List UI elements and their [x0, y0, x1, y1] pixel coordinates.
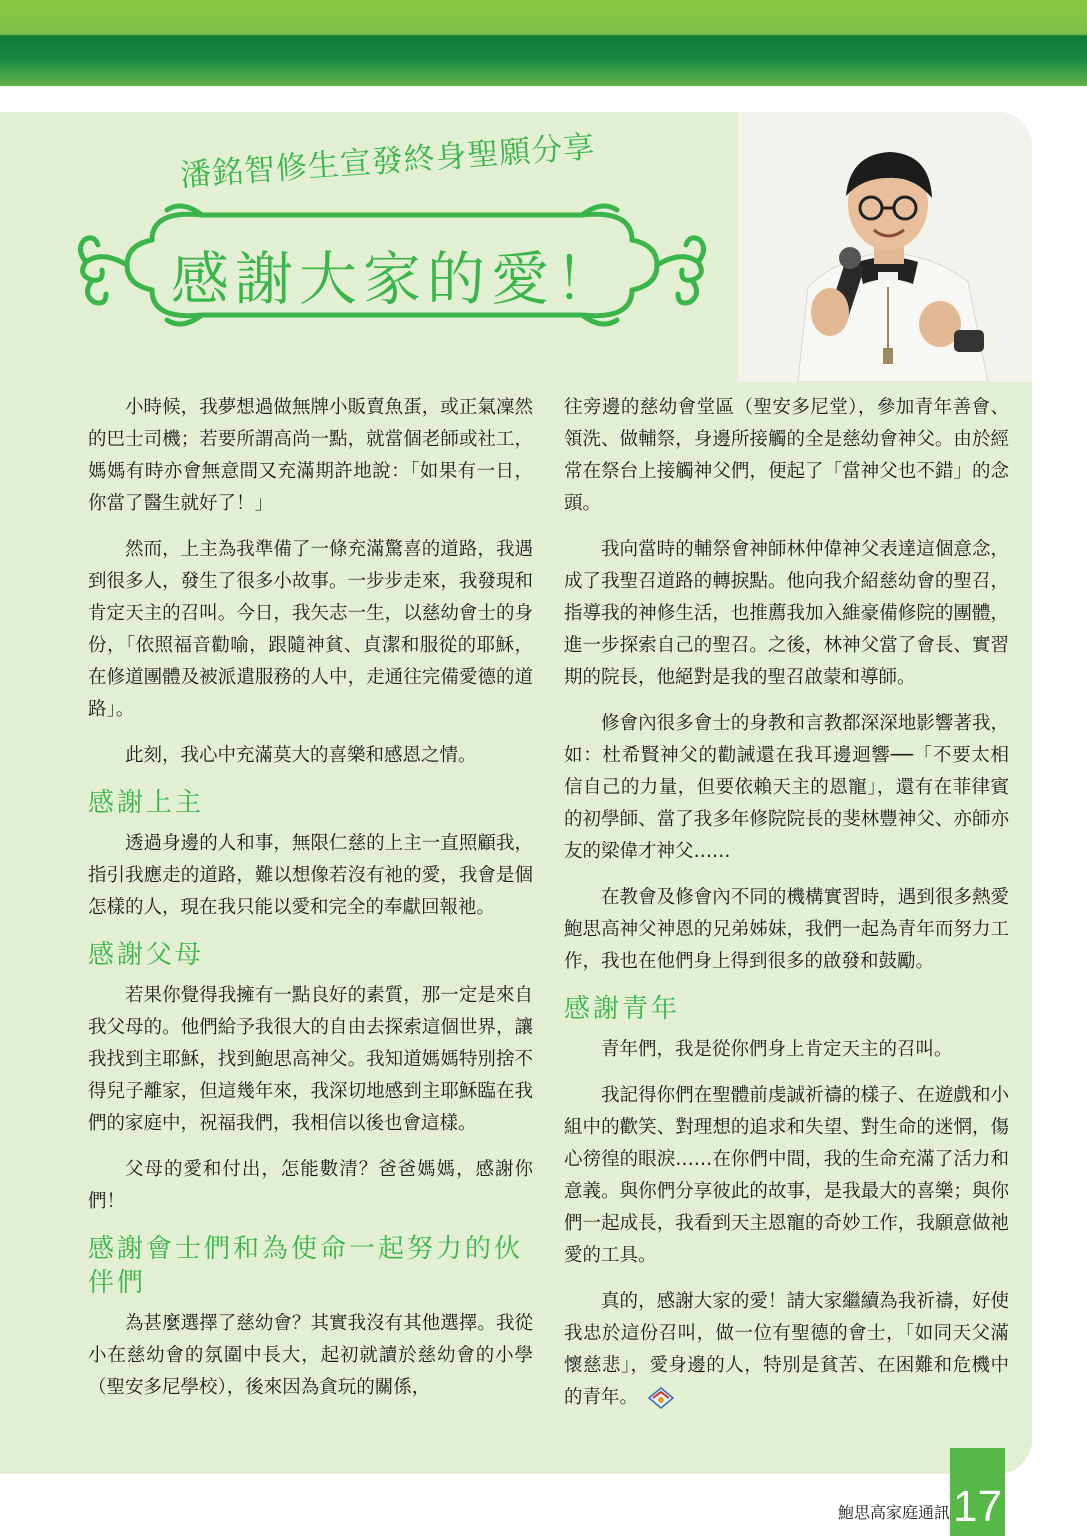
paragraph: 青年們，我是從你們身上肯定天主的召叫。	[601, 1039, 953, 1060]
article-subtitle: 潘銘智修生宣發終身聖願分享	[178, 129, 597, 194]
publication-name: 鮑思高家庭通訊	[838, 1503, 951, 1522]
section-heading-thank-confreres: 感謝會士們和為使命一起努力的伙伴們	[88, 1234, 524, 1298]
paragraph: 然而，上主為我準備了一條充滿驚喜的道路，我遇到很多人，發生了很多小故事。一步步走來，我發現和肯定天主的召叫。今日，我矢志一生，以慈幼會士的身份，「依照福音勸喻，跟隨神貧、貞潔和服從的耶穌，在修道團體及被派遣服務的人中，走通往完備愛德的道路」。	[88, 539, 533, 720]
paragraph: 我記得你們在聖體前虔誠祈禱的樣子、在遊戲和小組中的歡笑、對理想的追求和失望、對生命的迷惘，傷心徬徨的眼淚……在你們中間，我的生命充滿了活力和意義。與你們分享彼此的故事，是我最大的喜樂；與你們一起成長，我看到天主恩寵的奇妙工作，我願意做祂愛的工具。	[564, 1085, 1009, 1266]
section-heading-thank-god: 感謝上主	[88, 788, 205, 818]
paragraph: 若果你覺得我擁有一點良好的素質，那一定是來自我父母的。他們給予我很大的自由去探索這個世界，讓我找到主耶穌，找到鮑思高神父。我知道媽媽特別捨不得兒子離家，但這幾年來，我深切地感到主耶穌臨在我們的家庭中，祝福我們，我相信以後也會這樣。	[88, 985, 533, 1134]
salesian-logo-icon	[646, 1385, 676, 1411]
right-column	[564, 392, 1009, 1428]
final-text: 真的，感謝大家的愛！請大家繼續為我祈禱，好使我忠於這份召叫，做一位有聖德的會士，「如同天父滿懷慈悲」，愛身邊的人，特別是貧苦、在困難和危機中的青年。	[564, 1291, 1009, 1408]
paragraph: 我向當時的輔祭會神師林仲偉神父表達這個意念，成了我聖召道路的轉捩點。他向我介紹慈幼會的聖召，指導我的神修生活，也推薦我加入維豪備修院的團體，進一步探索自己的聖召。之後，林神父當了會長、實習期的院長，他絕對是我的聖召啟蒙和導師。	[564, 539, 1009, 688]
paragraph-continued: 往旁邊的慈幼會堂區（聖安多尼堂），參加青年善會、領洗、做輔祭，身邊所接觸的全是慈幼會神父。由於經常在祭台上接觸神父們，便起了「當神父也不錯」的念頭。	[564, 397, 1009, 514]
page-number: 17	[950, 1448, 1005, 1536]
top-header-bar	[0, 0, 1087, 86]
paragraph: 為甚麼選擇了慈幼會？其實我沒有其他選擇。我從小在慈幼會的氛圍中長大，起初就讀於慈幼會的小學（聖安多尼學校），後來因為貪玩的關係，	[88, 1313, 533, 1398]
paragraph: 父母的愛和付出，怎能數清？爸爸媽媽，感謝你們！	[88, 1159, 533, 1212]
paragraph: 小時候，我夢想過做無牌小販賣魚蛋，或正氣凜然的巴士司機；若要所謂高尚一點，就當個老師或社工，媽媽有時亦會無意間又充滿期許地說：「如果有一日，你當了醫生就好了！」	[88, 397, 533, 514]
paragraph: 修會內很多會士的身教和言教都深深地影響著我，如：杜希賢神父的勸誡還在我耳邊迴響──「不要太相信自己的力量，但要依賴天主的恩寵」，還有在菲律賓的初學師、當了我多年修院院長的斐林豐神父、亦師亦友的梁偉才神父……	[564, 713, 1009, 862]
speaker-photo	[738, 112, 1032, 382]
section-heading-thank-youth: 感謝青年	[564, 994, 681, 1024]
paragraph: 在教會及修會內不同的機構實習時，遇到很多熱愛鮑思高神父神恩的兄弟姊妹，我們一起為青年而努力工作，我也在他們身上得到很多的啟發和鼓勵。	[564, 887, 1009, 972]
left-column	[88, 392, 533, 1418]
article-title: 感謝大家的愛！	[170, 245, 619, 313]
section-heading-thank-parents: 感謝父母	[88, 940, 205, 970]
paragraph-final	[564, 1286, 1009, 1414]
speaker-illustration	[738, 112, 1032, 382]
paragraph: 透過身邊的人和事，無限仁慈的上主一直照顧我，指引我應走的道路，難以想像若沒有祂的愛，我會是個怎樣的人，現在我只能以愛和完全的奉獻回報祂。	[88, 833, 533, 918]
paragraph: 此刻，我心中充滿莫大的喜樂和感恩之情。	[125, 745, 477, 766]
